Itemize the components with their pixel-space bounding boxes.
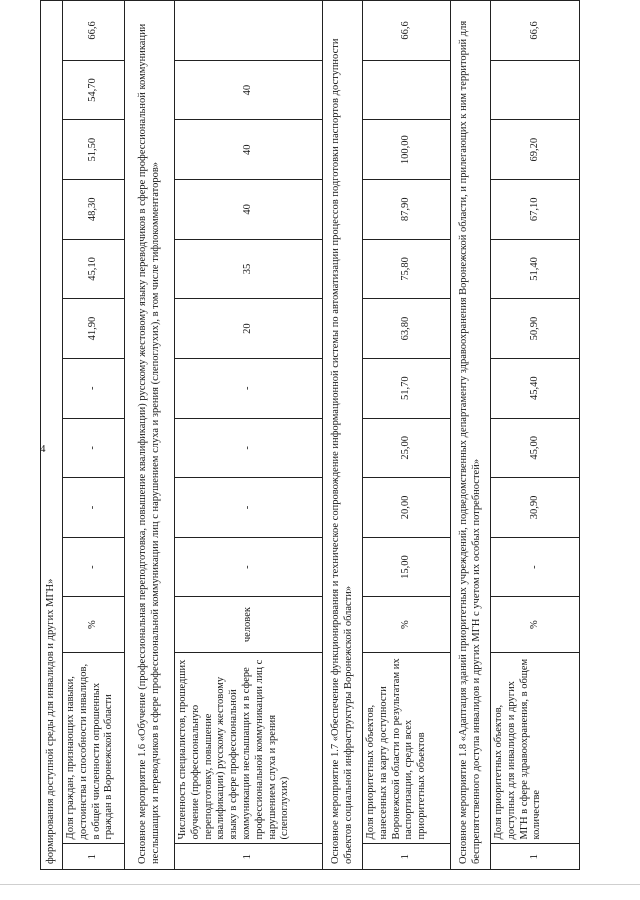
value-cell: 40 [175,120,323,180]
value-cell: 15,00 [363,537,451,597]
row-number: 1 [63,844,125,870]
section-heading: Основное мероприятие 1.8 «Адаптация зданий приоритетных учреждений, подведомственных департаменту здравоохранения Воронежской области, и прилегающих к ним территорий для беспрепятственного доступа инвалидов и других МГН с учетом их особых потребностей» [451,1,491,870]
value-cell: 87,90 [363,180,451,240]
value-cell: 63,80 [363,299,451,359]
value-cell [363,60,451,120]
value-cell: 51,70 [363,358,451,418]
value-cell: 48,30 [63,180,125,240]
table-row [491,1,580,870]
value-cell: - [63,537,125,597]
row-number: 1 [491,844,580,870]
scan-edge-line [0,884,640,885]
section-heading: Основное мероприятие 1.7 «Обеспечение функционирования и техническое сопровождение информационной системы по автоматизации процессов подготовки паспортов доступности объектов социальной инфраструктуры Воронежской области» [323,1,363,870]
indicator-name: Доля приоритетных объектов, доступных для инвалидов и других МГН в сфере здравоохранения, в общем количестве [491,652,580,844]
value-cell: 25,00 [363,418,451,478]
table-row [63,1,125,870]
value-cell: - [175,358,323,418]
value-cell: - [491,537,580,597]
table-row [363,1,451,870]
value-cell: 75,80 [363,239,451,299]
value-cell [491,60,580,120]
total-cell [175,1,323,61]
total-cell: 66,6 [491,1,580,61]
value-cell: - [175,418,323,478]
value-cell: - [63,418,125,478]
indicators-table [40,0,580,870]
indicator-name: Численность специалистов, прошедших обучение (профессиональную переподготовку, повышение квалификации) русскому жестовому языку в сфере профессиональной коммуникации неслышащих и в сфере профессиональной коммуникации лиц с нарушением слуха и зрения (слепоглухих) [175,652,323,844]
value-cell: 35 [175,239,323,299]
value-cell: 69,20 [491,120,580,180]
section-heading: Основное мероприятие 1.6 «Обучение (профессиональная переподготовка, повышение квалификации) русскому жестовому языку переводчиков в сфере профессиональной коммуникации неслышащих и переводчиков в сфере профессиональной коммуникации лиц с нарушением слуха и зрения (слепоглухих), в том числе тифлокомментаторов» [125,1,175,870]
continuation-heading: формирования доступной среды для инвалидов и других МГН» [41,1,63,870]
unit-cell: % [63,597,125,652]
rotated-table-region [40,0,580,870]
value-cell: 45,00 [491,418,580,478]
value-cell: 20 [175,299,323,359]
value-cell: - [63,478,125,538]
unit-cell: % [491,597,580,652]
value-cell: 45,40 [491,358,580,418]
value-cell: - [63,358,125,418]
value-cell: - [175,537,323,597]
value-cell: 100,00 [363,120,451,180]
unit-cell: % [363,597,451,652]
row-number: 1 [363,844,451,870]
value-cell: 67,10 [491,180,580,240]
value-cell: 54,70 [63,60,125,120]
indicator-name: Доля приоритетных объектов, нанесенных на карту доступности Воронежской области по результатам их паспортизации, среди всех приоритетных объектов [363,652,451,844]
row-number: 1 [175,844,323,870]
total-cell: 66,6 [363,1,451,61]
value-cell: 40 [175,60,323,120]
unit-cell: человек [175,597,323,652]
value-cell: 30,90 [491,478,580,538]
value-cell: 51,50 [63,120,125,180]
value-cell: 45,10 [63,239,125,299]
value-cell: 41,90 [63,299,125,359]
value-cell: 20,00 [363,478,451,538]
indicator-name: Доля граждан, признающих навыки, достоинства и способности инвалидов, в общей численности опрошенных граждан в Воронежской области [63,652,125,844]
value-cell: 40 [175,180,323,240]
value-cell: 50,90 [491,299,580,359]
total-cell: 66,6 [63,1,125,61]
page-number: 4 [40,443,46,455]
table-row [175,1,323,870]
value-cell: - [175,478,323,538]
value-cell: 51,40 [491,239,580,299]
